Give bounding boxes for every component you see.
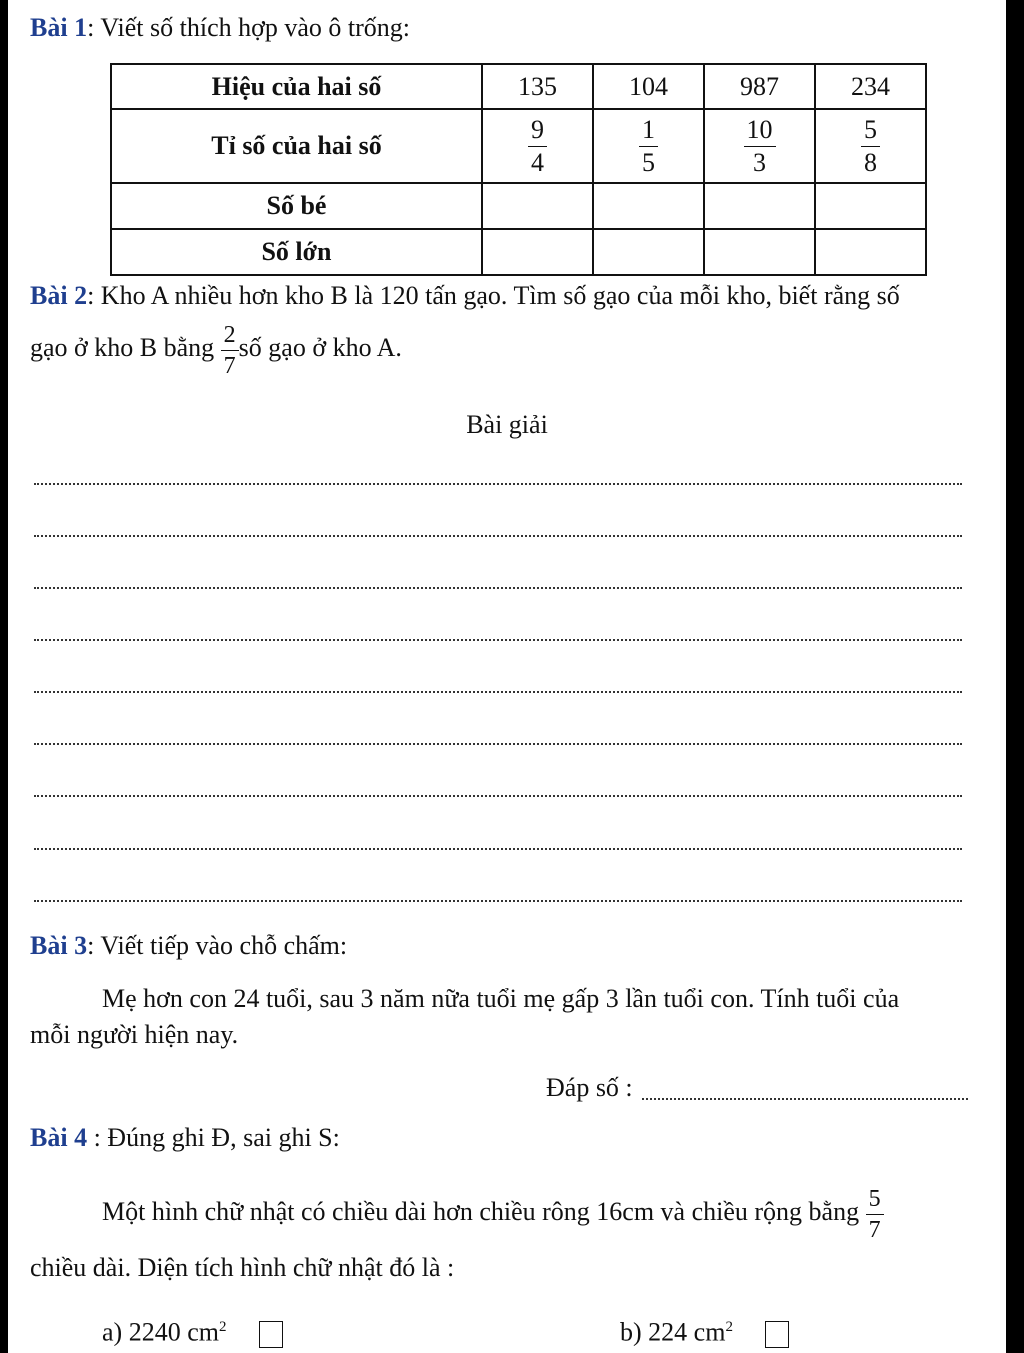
bai2-line1 bbox=[30, 280, 900, 312]
answer-cell[interactable] bbox=[593, 229, 704, 275]
worksheet-page bbox=[8, 0, 1006, 1353]
answer-dotted-line[interactable] bbox=[34, 691, 962, 693]
ratio-denominator: 4 bbox=[531, 147, 544, 177]
hieu-value: 135 bbox=[482, 64, 593, 109]
bai4-heading bbox=[30, 1122, 340, 1154]
answer-cell[interactable] bbox=[482, 229, 593, 275]
answer-dotted-line[interactable] bbox=[34, 743, 962, 745]
ratio-numerator: 10 bbox=[744, 117, 776, 147]
ratio-numerator: 9 bbox=[528, 117, 547, 147]
hieu-value: 104 bbox=[593, 64, 704, 109]
table-row bbox=[111, 109, 926, 183]
option-a-label: a) bbox=[102, 1317, 123, 1347]
bai2-line2 bbox=[30, 316, 402, 380]
unit-exponent: 2 bbox=[725, 1319, 733, 1335]
tiso-label: Tỉ số của hai số bbox=[111, 109, 482, 183]
answer-cell[interactable] bbox=[482, 183, 593, 229]
answer-cell[interactable] bbox=[704, 183, 815, 229]
fraction-denominator: 7 bbox=[868, 1216, 881, 1243]
answer-cell[interactable] bbox=[704, 229, 815, 275]
answer-dotted-line[interactable] bbox=[34, 848, 962, 850]
option-b bbox=[620, 1311, 789, 1349]
ratio-denominator: 5 bbox=[642, 147, 655, 177]
bai3-problem-line2: mỗi người hiện nay. bbox=[30, 1020, 239, 1049]
answer-dotted-line[interactable] bbox=[34, 535, 962, 537]
answer-dotted-line[interactable] bbox=[34, 795, 962, 797]
ratio-cell bbox=[482, 109, 593, 183]
bai3-label: Bài 3 bbox=[30, 931, 88, 960]
bai1-table bbox=[110, 63, 927, 276]
bai1-instruction: : Viết số thích hợp vào ô trống: bbox=[87, 13, 411, 42]
answer-cell[interactable] bbox=[815, 183, 926, 229]
bai3-problem-line1: Mẹ hơn con 24 tuổi, sau 3 năm nữa tuổi mẹ gấp 3 lần tuổi con. Tính tuổi của bbox=[102, 984, 900, 1013]
bai3-answer bbox=[546, 1072, 633, 1104]
option-a bbox=[102, 1311, 283, 1349]
bai3-instruction: : Viết tiếp vào chỗ chấm: bbox=[87, 931, 348, 960]
bai4-problem-text: Một hình chữ nhật có chiều dài hơn chiều rông 16cm và chiều rộng bằng bbox=[102, 1197, 860, 1226]
option-a-checkbox[interactable] bbox=[259, 1321, 283, 1348]
bai4-instruction: : Đúng ghi Đ, sai ghi S: bbox=[87, 1123, 340, 1152]
answer-dotted-line[interactable] bbox=[34, 900, 962, 902]
bai4-label: Bài 4 bbox=[30, 1123, 88, 1152]
bai2-label: Bài 2 bbox=[30, 281, 88, 310]
answer-cell[interactable] bbox=[593, 183, 704, 229]
unit-exponent: 2 bbox=[218, 1319, 227, 1335]
option-b-value: 224 cm bbox=[648, 1317, 726, 1347]
bai2-fraction bbox=[221, 323, 239, 378]
fraction-denominator: 7 bbox=[223, 352, 236, 379]
option-b-checkbox[interactable] bbox=[765, 1321, 789, 1348]
sobe-label: Số bé bbox=[111, 183, 482, 229]
bai4-problem-line2: chiều dài. Diện tích hình chữ nhật đó là : bbox=[30, 1253, 455, 1282]
bai1-label: Bài 1 bbox=[30, 13, 88, 42]
hieu-value: 987 bbox=[704, 64, 815, 109]
answer-dotted-line[interactable] bbox=[642, 1098, 968, 1100]
bai4-problem-line1 bbox=[102, 1180, 884, 1244]
bai3-heading bbox=[30, 930, 347, 962]
answer-dotted-line[interactable] bbox=[34, 483, 962, 485]
fraction-numerator: 5 bbox=[866, 1187, 884, 1215]
table-row bbox=[111, 64, 926, 109]
ratio-numerator: 1 bbox=[639, 117, 658, 147]
hieu-label: Hiệu của hai số bbox=[111, 64, 482, 109]
answer-label: Đáp số : bbox=[546, 1073, 633, 1102]
fraction-numerator: 2 bbox=[221, 323, 239, 351]
ratio-denominator: 3 bbox=[753, 147, 766, 177]
bai2-text2a: gạo ở kho B bằng bbox=[30, 333, 215, 362]
option-a-value: 2240 cm bbox=[128, 1317, 219, 1347]
ratio-cell bbox=[704, 109, 815, 183]
table-row bbox=[111, 183, 926, 229]
solon-label: Số lớn bbox=[111, 229, 482, 275]
bai2-text1: : Kho A nhiều hơn kho B là 120 tấn gạo. Tìm số gạo của mỗi kho, biết rằng số bbox=[87, 281, 900, 310]
answer-cell[interactable] bbox=[815, 229, 926, 275]
option-b-label: b) bbox=[620, 1317, 642, 1347]
ratio-cell bbox=[593, 109, 704, 183]
answer-dotted-line[interactable] bbox=[34, 639, 962, 641]
ratio-denominator: 8 bbox=[864, 147, 877, 177]
bai4-fraction bbox=[866, 1187, 884, 1242]
bai1-heading bbox=[30, 12, 410, 44]
bai2-text2b: số gạo ở kho A. bbox=[238, 333, 402, 362]
ratio-cell bbox=[815, 109, 926, 183]
table-row bbox=[111, 229, 926, 275]
answer-dotted-line[interactable] bbox=[34, 587, 962, 589]
solution-title: Bài giải bbox=[466, 410, 548, 439]
ratio-numerator: 5 bbox=[861, 117, 880, 147]
hieu-value: 234 bbox=[815, 64, 926, 109]
